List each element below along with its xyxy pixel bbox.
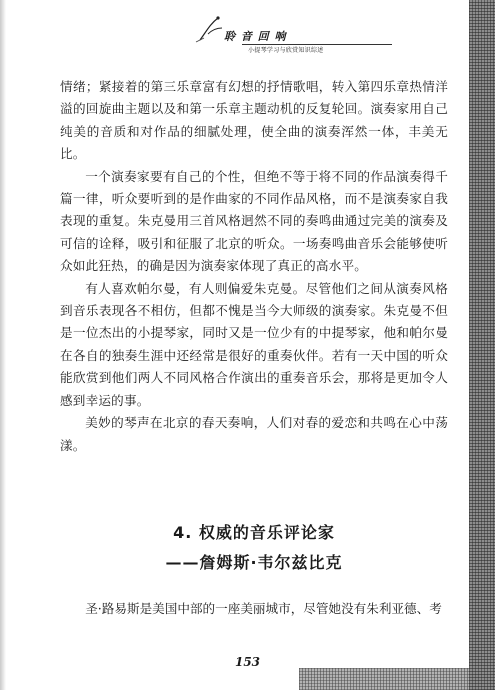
paragraph: 有人喜欢帕尔曼，有人则偏爱朱克曼。尽管他们之间从演奏风格到音乐表现各不相仿，但都不愧是当今大师级的演奏家。朱克曼不但是一位杰出的小提琴家，同时又是一位少有的中提琴家，他和帕尔曼在各自的独奏生涯中还经常是很好的重奏伙伴。若有一天中国的听众能欣赏到他们两人不同风格合作演出的重奏音乐会，那将是更加令人感到幸运的事。 [60,280,448,408]
paragraph: 美妙的琴声在北京的春天奏响，人们对春的爱恋和共鸣在心中荡漾。 [60,415,448,453]
section-title: 4. 权威的音乐评论家 [173,523,335,542]
closing-paragraph: 圣·路易斯是美国中部的一座美丽城市，尽管她没有朱利亚德、考 [85,601,442,616]
header-title: 聆 音 回 响 [224,30,287,43]
scan-bottom-shadow [299,668,469,690]
page-number: 153 [234,655,261,669]
paragraph: 一个演奏家要有自己的个性，但绝不等于将不同的作品演奏得千篇一律，听众要听到的是作曲家的不同作品风格，而不是演奏家自我表现的重复。朱克曼用三首风格迥然不同的奏鸣曲通过完美的演奏及可信的诠释，吸引和征服了北京的听众。一场奏鸣曲音乐会能够使听众如此狂热，的确是因为演奏家体现了真正的高水平。 [60,168,448,274]
running-header [190,14,440,62]
header-subtitle: 小提琴学习与欣赏知识综述 [248,47,324,54]
paragraph: 情绪；紧接着的第三乐章富有幻想的抒情歌唱，转入第四乐章热情洋溢的回旋曲主题以及和第一乐章主题动机的反复轮回。演奏家用自己纯美的音质和对作品的细腻处理，使全曲的演奏浑然一体，丰美无比。 [60,79,448,162]
page-gutter-shade [0,0,6,690]
body-text [60,76,448,457]
scan-edge-shadow [469,0,495,690]
section-subtitle: ——詹姆斯·韦尔兹比克 [165,553,343,572]
